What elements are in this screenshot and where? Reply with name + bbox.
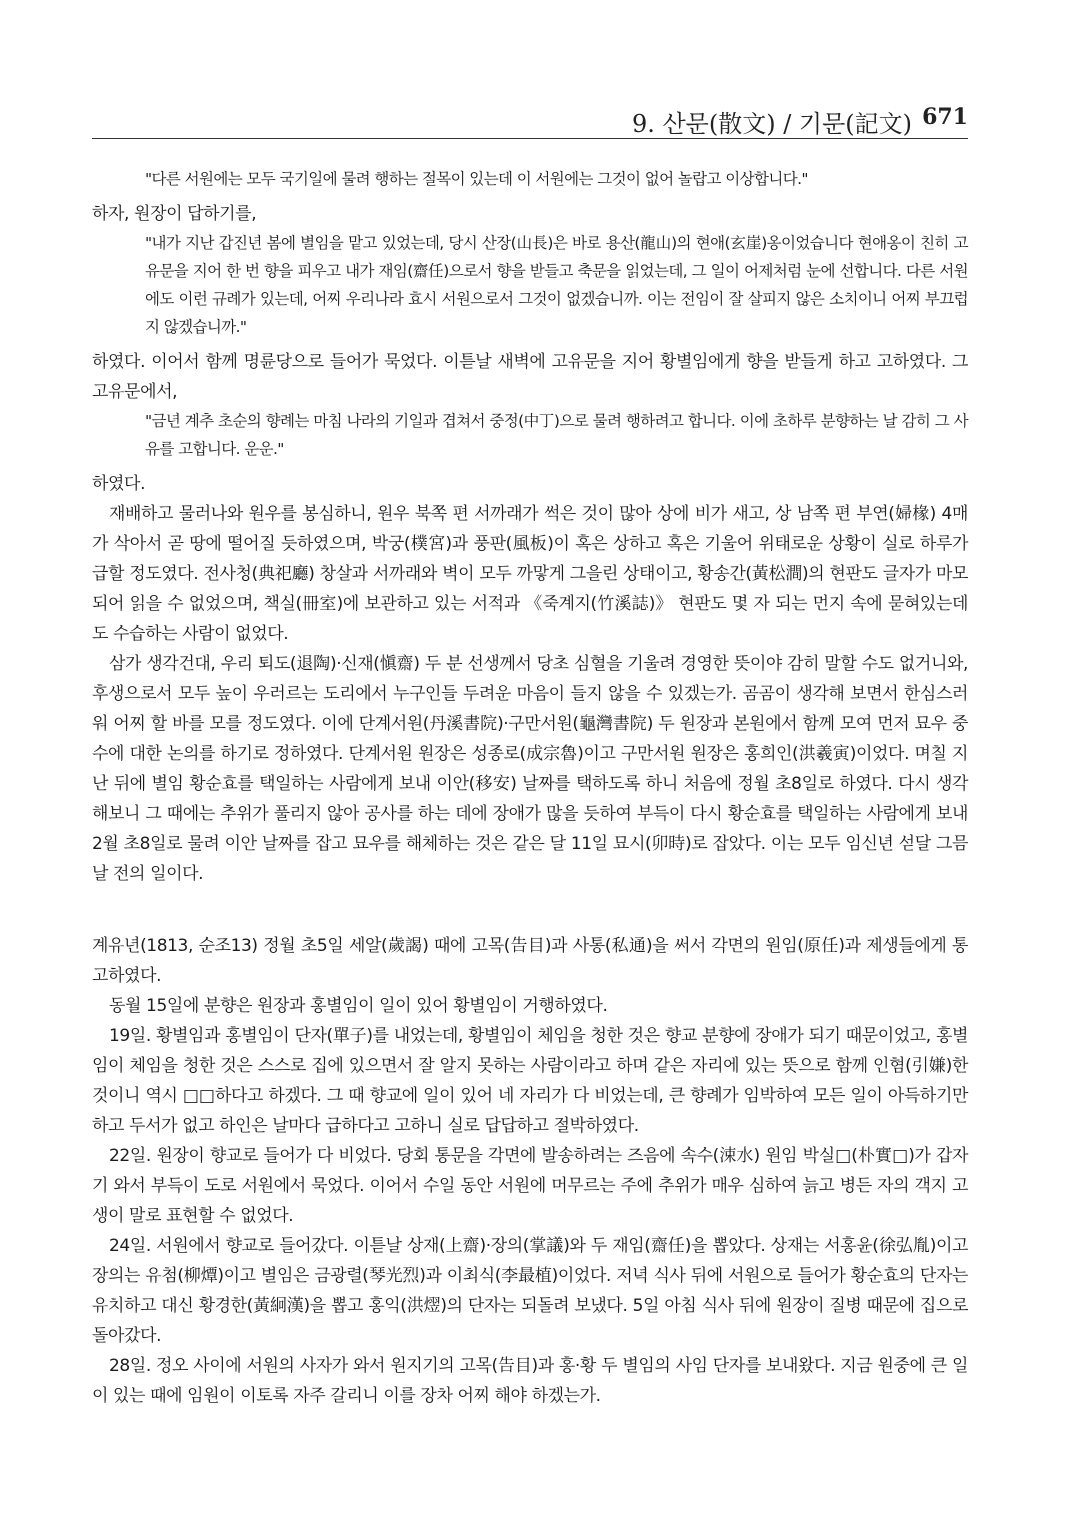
block-quote: "다른 서원에는 모두 국기일에 물려 행하는 절목이 있는데 이 서원에는 그것이 없어 놀랍고 이상합니다." (145, 170, 808, 188)
paragraph: 22일. 원장이 향교로 들어가 다 비었다. 당회 통문을 각면에 발송하려는 즈음에 속수(涑水) 원임 박실□(朴實□)가 갑자기 와서 부득이 도로 서원에서 묵었다. 이어서 수일 동안 서원에 머무르는 주에 추위가 매우 심하여 늙고 병든 자의 객지 고생이 말로 표현할 수 없었다. (92, 1146, 968, 1226)
paragraph: 재배하고 물러나와 원우를 봉심하니, 원우 북쪽 편 서까래가 썩은 것이 많아 상에 비가 새고, 상 남쪽 편 부연(婦椽) 4매가 삭아서 곧 땅에 떨어질 듯하였으며, 박궁(樸宮)과 풍판(風板)이 혹은 상하고 혹은 기울어 위태로운 상황이 실로 하루가 급할 정도였다. 전사청(典祀廳) 창살과 서까래와 벽이 모두 까맣게 그을린 상태이고, 황송간(黃松澗)의 현판도 글자가 마모되어 읽을 수 없었으며, 책실(冊室)에 보관하고 있는 서적과 《죽계지(竹溪誌)》 현판도 몇 자 되는 먼지 속에 묻혀있는데도 수습하는 사람이 없었다. (92, 504, 968, 644)
paragraph: 24일. 서원에서 향교로 들어갔다. 이튿날 상재(上齋)·장의(掌議)와 두 재임(齋任)을 뽑았다. 상재는 서홍윤(徐弘胤)이고 장의는 유첨(柳燂)이고 별임은 금광렬(琴光烈)과 이최식(李最植)이었다. 저녁 식사 뒤에 서원으로 들어가 황순효의 단자는 유치하고 대신 황경한(黃絅漢)을 뽑고 홍익(洪熤)의 단자는 되돌려 보냈다. 5일 아침 식사 뒤에 원장이 질병 때문에 집으로 돌아갔다. (92, 1236, 968, 1346)
section-gap (92, 889, 968, 931)
body-text (92, 165, 968, 1411)
paragraph: 28일. 정오 사이에 서원의 사자가 와서 원지기의 고목(告目)과 홍·황 두 별임의 사임 단자를 보내왔다. 지금 원중에 큰 일이 있는 때에 임원이 이토록 자주 갈리니 이를 장차 어찌 해야 하겠는가. (92, 1356, 968, 1406)
paragraph: 하였다. 이어서 함께 명륜당으로 들어가 묵었다. 이튿날 새벽에 고유문을 지어 황별임에게 향을 받들게 하고 고하였다. 그 고유문에서, (92, 352, 968, 402)
page-number: 671 (922, 104, 968, 130)
paragraph: 삼가 생각건대, 우리 퇴도(退陶)·신재(愼齋) 두 분 선생께서 당초 심혈을 기울려 경영한 뜻이야 감히 말할 수도 없거니와, 후생으로서 모두 높이 우러르는 도리에서 누구인들 두려운 마음이 들지 않을 수 있겠는가. 곰곰이 생각해 보면서 한심스러워 어찌 할 바를 모를 정도였다. 이에 단계서원(丹溪書院)·구만서원(龜灣書院) 두 원장과 본원에서 함께 모여 먼저 묘우 중수에 대한 논의를 하기로 정하였다. 단계서원 원장은 성종로(成宗魯)이고 구만서원 원장은 홍희인(洪羲寅)이었다. 며칠 지난 뒤에 별임 황순효를 택일하는 사람에게 보내 이안(移安) 날짜를 택하도록 하니 처음에 정월 초8일로 하였다. 다시 생각해보니 그 때에는 추위가 풀리지 않아 공사를 하는 데에 장애가 많을 듯하여 부득이 다시 황순효를 택일하는 사람에게 보내 2월 초8일로 물려 이안 날짜를 잡고 묘우를 해체하는 것은 같은 달 11일 묘시(卯時)로 잡았다. 이는 모두 임신년 섣달 그믐날 전의 일이다. (92, 654, 968, 884)
block-quote: "금년 계추 초순의 향례는 마침 나라의 기일과 겹쳐서 중정(中丁)으로 물려 행하려고 합니다. 이에 초하루 분향하는 날 감히 그 사유를 고합니다. 운운." (145, 412, 968, 458)
block-quote: "내가 지난 갑진년 봄에 별임을 맡고 있었는데, 당시 산장(山長)은 바로 용산(龍山)의 현애(玄崖)옹이었습니다 현애옹이 친히 고유문을 지어 한 번 향을 피우고 내가 재임(齋任)으로서 향을 받들고 축문을 읽었는데, 그 일이 어제처럼 눈에 선합니다. 다른 서원에도 이런 규례가 있는데, 어찌 우리나라 효시 서원으로서 그것이 없겠습니까. 이는 전임이 잘 살피지 않은 소치이니 어찌 부끄럽지 않겠습니까." (145, 234, 968, 336)
paragraph: 하였다. (92, 474, 146, 494)
paragraph: 계유년(1813, 순조13) 정월 초5일 세알(歲謁) 때에 고목(告目)과 사통(私通)을 써서 각면의 원임(原任)과 제생들에게 통고하였다. (92, 936, 968, 986)
section-title: 9. 산문(散文) / 기문(記文) (631, 110, 912, 138)
running-header (92, 102, 968, 139)
paragraph: 19일. 황별임과 홍별임이 단자(單子)를 내었는데, 황별임이 체임을 청한 것은 향교 분향에 장애가 되기 때문이었고, 홍별임이 체임을 청한 것은 스스로 집에 있으면서 잘 알지 못하는 사람이라고 하며 같은 자리에 있는 뜻으로 함께 인혐(引嫌)한 것이니 역시 □□하다고 하겠다. 그 때 향교에 일이 있어 네 자리가 다 비었는데, 큰 향례가 임박하여 모든 일이 아득하기만 하고 두서가 없고 하인은 날마다 급하다고 고하니 실로 답답하고 절박하였다. (92, 1026, 968, 1136)
paragraph: 하자, 원장이 답하기를, (92, 204, 257, 224)
paragraph: 동월 15일에 분향은 원장과 홍별임이 일이 있어 황별임이 거행하였다. (109, 996, 608, 1016)
